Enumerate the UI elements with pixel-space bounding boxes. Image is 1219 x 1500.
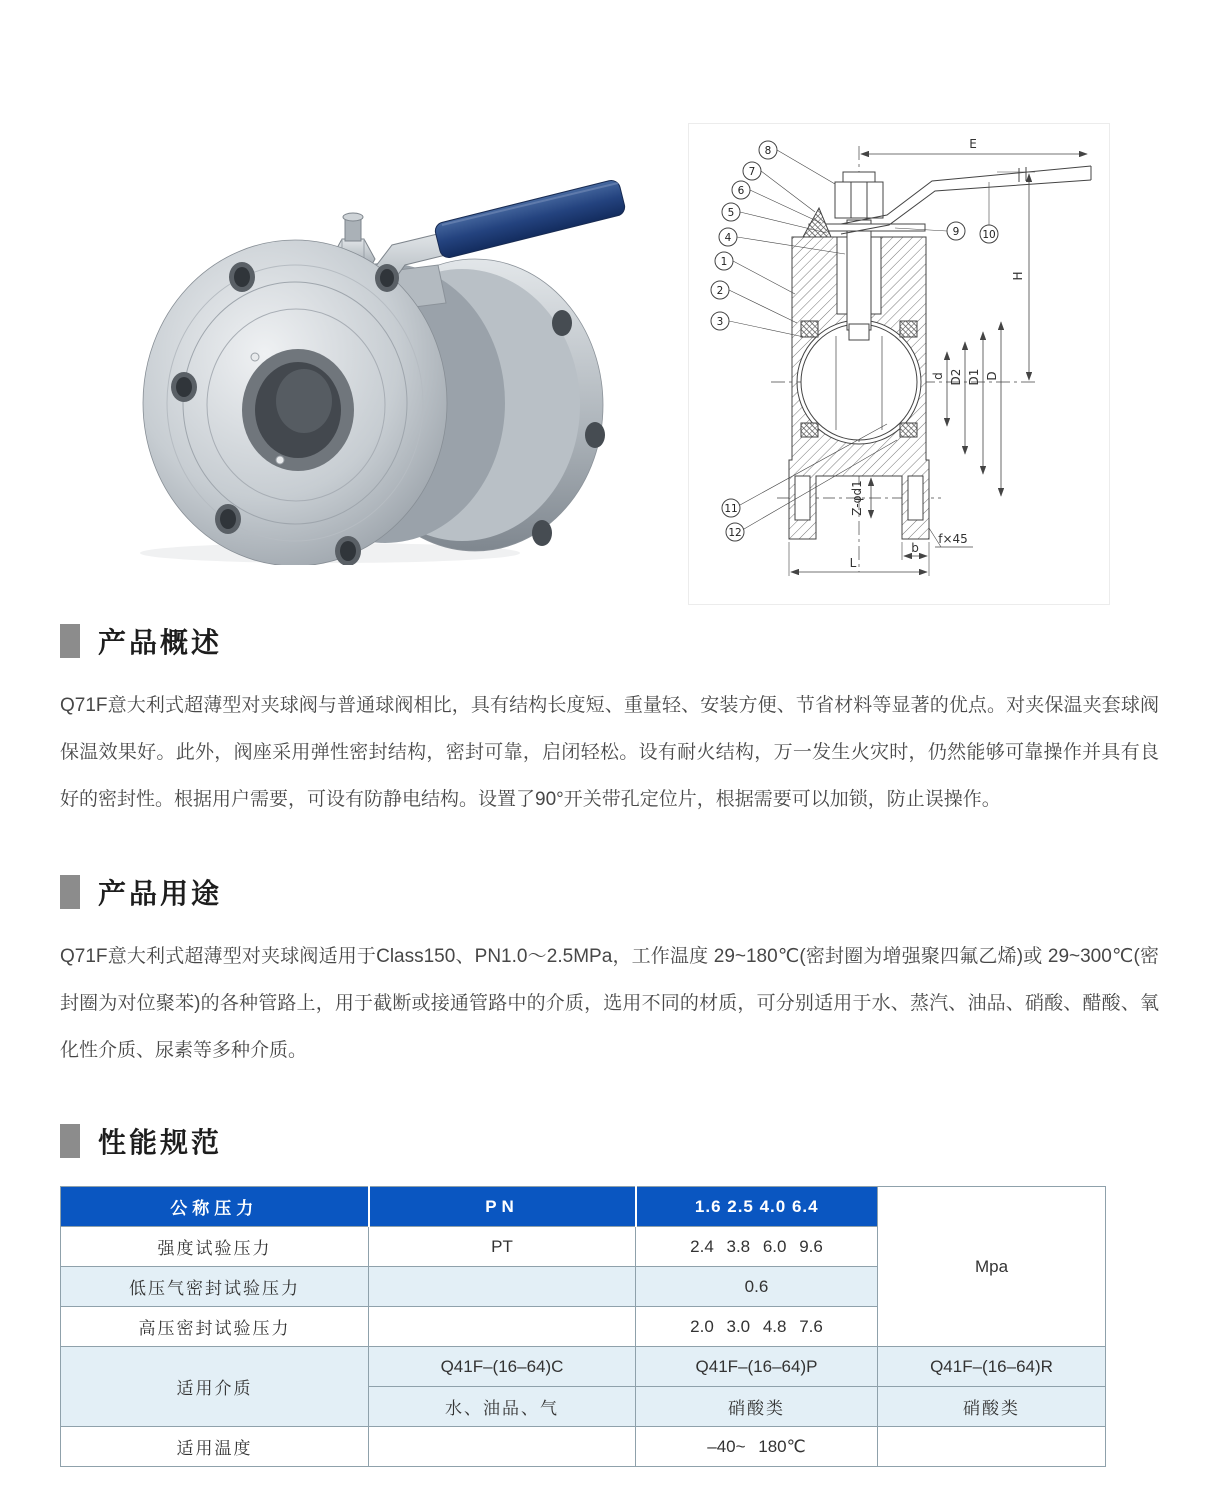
empty-cell xyxy=(369,1307,636,1347)
valve-diagram xyxy=(688,123,1110,605)
callout-11: 11 xyxy=(724,503,738,515)
dim-label-e: E xyxy=(969,137,977,151)
row-values: 2.4 3.8 6.0 9.6 xyxy=(636,1227,878,1267)
diagram-art xyxy=(729,146,1091,576)
specs-title: 性能规范 xyxy=(98,1128,223,1159)
heading-square-icon xyxy=(60,875,80,909)
empty-cell xyxy=(878,1427,1106,1467)
dim-label-dd: D xyxy=(985,371,999,381)
section-heading-overview xyxy=(60,622,1159,660)
section-specs xyxy=(60,1122,1159,1467)
dim-label-f45: f×45 xyxy=(938,532,968,546)
callout-2: 2 xyxy=(716,285,724,297)
row-label: 低压气密封试验压力 xyxy=(61,1267,369,1307)
row-values: 2.0 3.0 4.8 7.6 xyxy=(636,1307,878,1347)
spec-table xyxy=(60,1186,1106,1467)
callout-6: 6 xyxy=(737,185,745,197)
empty-cell xyxy=(369,1427,636,1467)
dim-label-h: H xyxy=(1011,271,1025,281)
dim-label-d2: D2 xyxy=(949,368,963,386)
callout-3: 3 xyxy=(716,316,724,328)
row-label: 强度试验压力 xyxy=(61,1227,369,1267)
header-pn: PN xyxy=(369,1187,636,1227)
empty-cell xyxy=(369,1267,636,1307)
callout-4: 4 xyxy=(724,232,732,244)
row-pn: PT xyxy=(369,1227,636,1267)
header-pn-values: 1.6 2.5 4.0 6.4 xyxy=(636,1187,878,1227)
callout-10: 10 xyxy=(982,229,996,241)
header-nominal-pressure: 公称压力 xyxy=(61,1187,369,1227)
callout-1: 1 xyxy=(720,256,728,268)
hero-images xyxy=(60,105,1159,610)
table-row-media-model xyxy=(61,1347,1106,1387)
usage-paragraph: Q71F意大利式超薄型对夹球阀适用于Class150、PN1.0～2.5MPa，工作温度 29~180℃(密封圈为增强聚四氟乙烯)或 29~300℃(密封圈为对位聚苯)的各种管路上，用于截断或接通管路中的介质，选用不同的材质，可分别适用于水、蒸汽、油品、硝酸、醋酸、氧化性介质、尿素等多种介质。 xyxy=(60,946,1159,1061)
row-values: –40~ 180℃ xyxy=(636,1427,878,1467)
media-type-r: 硝酸类 xyxy=(878,1387,1106,1427)
row-values: 0.6 xyxy=(636,1267,878,1307)
callout-7: 7 xyxy=(748,166,756,178)
overview-title: 产品概述 xyxy=(98,628,223,659)
valve-photo-art xyxy=(140,179,627,565)
section-overview xyxy=(60,622,1159,823)
section-usage xyxy=(60,873,1159,1074)
handle-grip xyxy=(433,179,626,260)
media-model-c: Q41F–(16–64)C xyxy=(369,1347,636,1387)
usage-title: 产品用途 xyxy=(98,879,223,910)
heading-square-icon xyxy=(60,624,80,658)
callout-5: 5 xyxy=(727,207,735,219)
media-type-p: 硝酸类 xyxy=(636,1387,878,1427)
callout-12: 12 xyxy=(728,527,742,539)
media-model-r: Q41F–(16–64)R xyxy=(878,1347,1106,1387)
unit-cell: Mpa xyxy=(878,1187,1106,1347)
table-header-row xyxy=(61,1187,1106,1227)
row-label-media: 适用介质 xyxy=(61,1347,369,1427)
dim-label-zd1: Z-φd1 xyxy=(850,480,864,516)
callout-9: 9 xyxy=(952,226,960,238)
dim-label-b: b xyxy=(911,541,919,555)
callout-8: 8 xyxy=(764,145,772,157)
valve-photo xyxy=(90,105,630,565)
media-model-p: Q41F–(16–64)P xyxy=(636,1347,878,1387)
row-label: 高压密封试验压力 xyxy=(61,1307,369,1347)
section-heading-specs xyxy=(60,1122,1159,1160)
overview-paragraph: Q71F意大利式超薄型对夹球阀与普通球阀相比，具有结构长度短、重量轻、安装方便、节省材料等显著的优点。对夹保温夹套球阀保温效果好。此外，阀座采用弹性密封结构，密封可靠，启闭轻松。设有耐火结构，万一发生火灾时，仍然能够可靠操作并具有良好的密封性。根据用户需要，可设有防静电结构。设置了90°开关带孔定位片，根据需要可以加锁，防止误操作。 xyxy=(60,695,1159,810)
media-type-c: 水、油品、气 xyxy=(369,1387,636,1427)
dim-label-l: L xyxy=(849,556,857,570)
section-heading-usage xyxy=(60,873,1159,911)
row-label: 适用温度 xyxy=(61,1427,369,1467)
heading-square-icon xyxy=(60,1124,80,1158)
dim-label-d1: D1 xyxy=(967,368,981,386)
table-row-temp xyxy=(61,1427,1106,1467)
dim-label-d: d xyxy=(931,372,945,380)
